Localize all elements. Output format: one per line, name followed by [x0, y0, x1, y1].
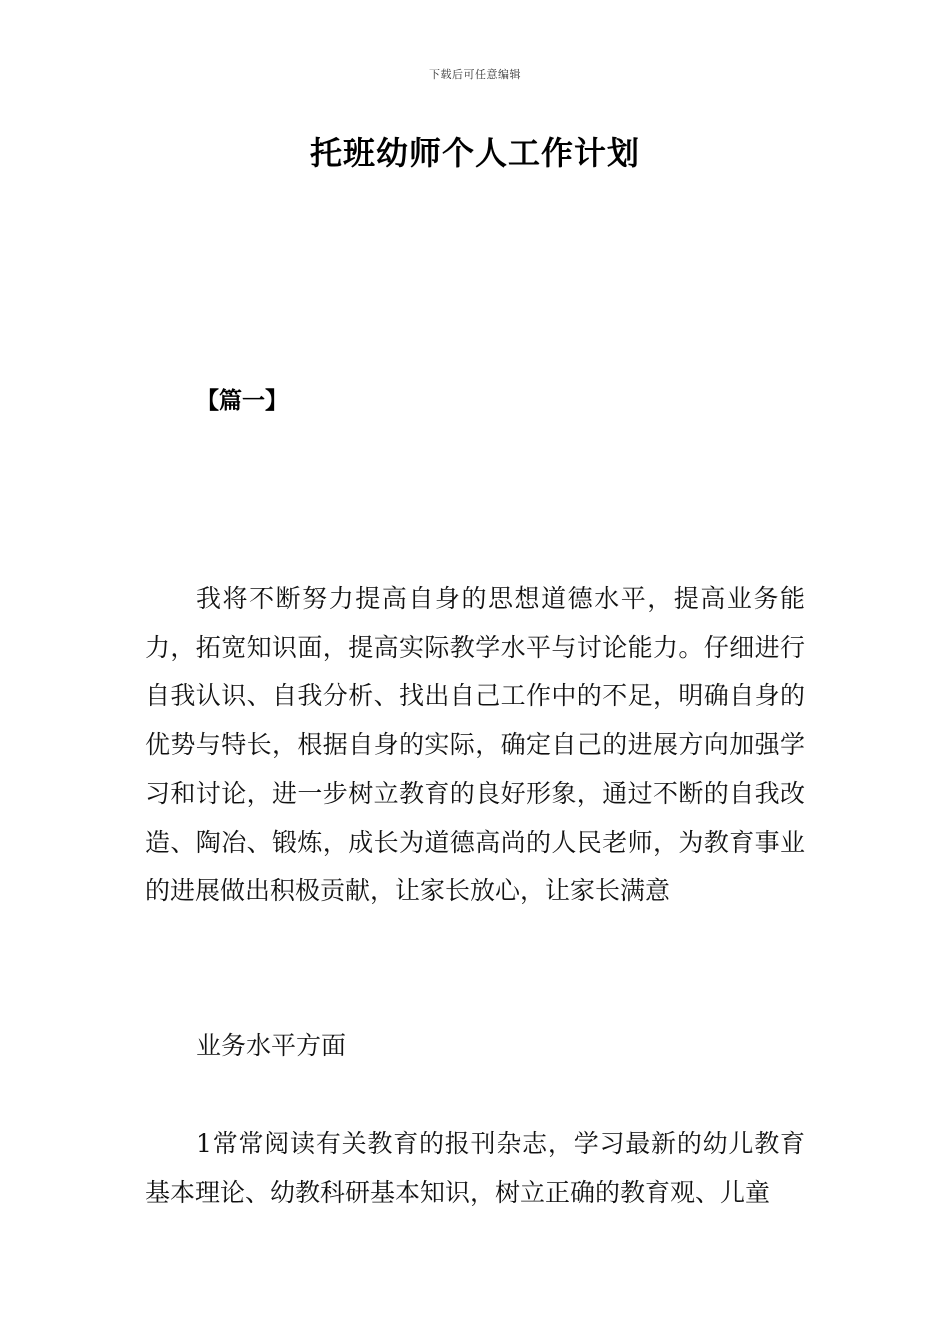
- paragraph-intro: 我将不断努力提高自身的思想道德水平，提高业务能力，拓宽知识面，提高实际教学水平与讨论能力。仔细进行自我认识、自我分析、找出自己工作中的不足，明确自身的优势与特长，根据自身的实际，确定自己的进展方向加强学习和讨论，进一步树立教育的良好形象，通过不断的自我改造、陶冶、锻炼，成长为道德高尚的人民老师，为教育事业的进展做出积极贡献，让家长放心，让家长满意: [145, 584, 805, 906]
- paragraph-subheading: 业务水平方面: [196, 1031, 347, 1060]
- header-note: 下载后可任意编辑: [429, 68, 521, 81]
- document-title: 托班幼师个人工作计划: [309, 134, 640, 172]
- section-heading: 【篇一】: [196, 387, 288, 414]
- paragraph-item-1: 1常常阅读有关教育的报刊杂志，学习最新的幼儿教育基本理论、幼教科研基本知识，树立正确的教育观、儿童: [145, 1129, 805, 1207]
